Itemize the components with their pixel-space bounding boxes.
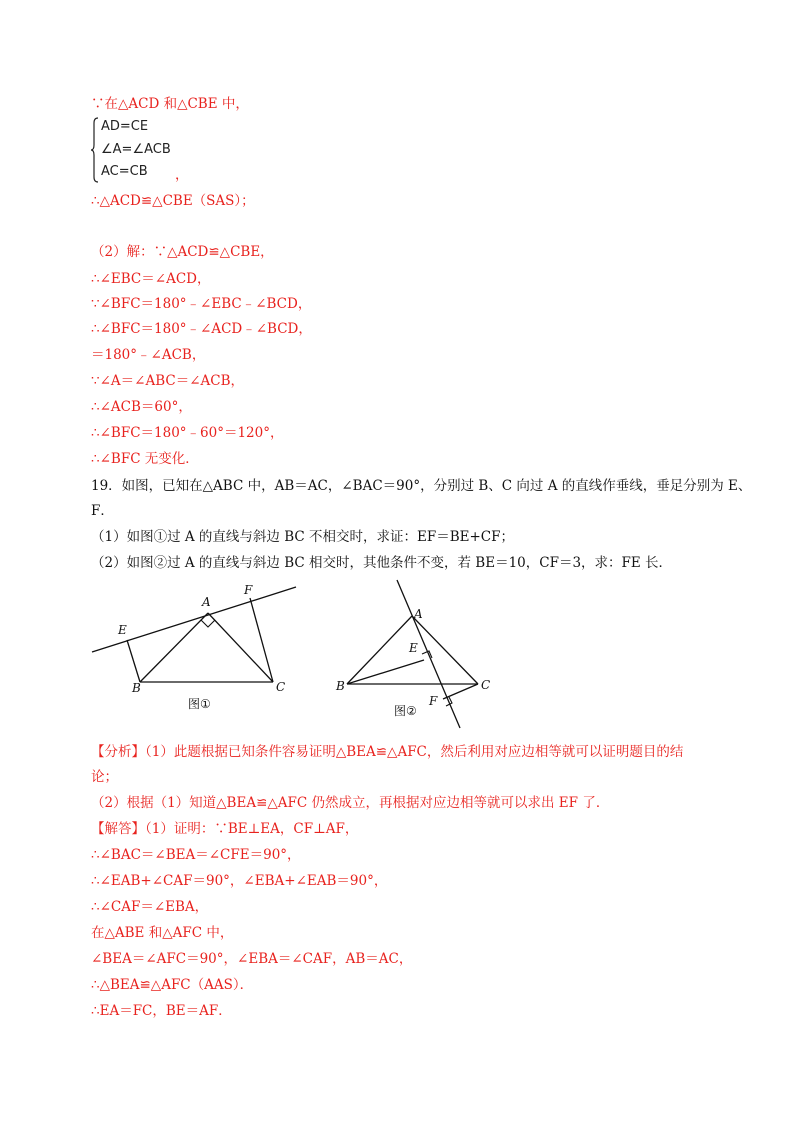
- equation-system: [91, 117, 211, 183]
- figure-2-label-a: A: [414, 607, 423, 621]
- analysis-part2: （2）根据（1）知道△BEA≌△AFC 仍然成立，再根据对应边相等就可以求出 EF 了．: [91, 795, 610, 811]
- figure-1-label-a: A: [202, 595, 211, 609]
- figure-2-label-b: B: [336, 679, 345, 693]
- figure-1-caption: 图①: [188, 697, 211, 711]
- question-19-part2: （2）如图②过 A 的直线与斜边 BC 相交时，其他条件不变，若 BE＝10，CF＝3，求：FE 长．: [91, 555, 673, 571]
- question-19-part1: （1）如图①过 A 的直线与斜边 BC 不相交时，求证：EF＝BE+CF；: [91, 529, 515, 545]
- figure-1-label-f: F: [244, 583, 253, 597]
- solution-line-9: ∴∠BFC＝180°﹣60°＝120°，: [91, 425, 284, 441]
- solution-line-7: ∵∠A＝∠ABC＝∠ACB，: [91, 373, 245, 389]
- analysis-part1: 【分析】（1）此题根据已知条件容易证明△BEA≌△AFC，然后利用对应边相等就可以证明题目的结: [91, 744, 684, 760]
- system-row-2: ∠A=∠ACB: [101, 142, 171, 157]
- answer-step-3: ∴∠EAB+∠CAF＝90°，∠EBA+∠EAB＝90°，: [91, 873, 388, 889]
- figure-2-label-c: C: [481, 678, 491, 692]
- figure-2-label-e: E: [409, 641, 418, 655]
- answer-step-8: ∴EA＝FC，BE＝AF．: [91, 1003, 232, 1019]
- answer-step-7: ∴△BEA≌△AFC（AAS）．: [91, 977, 254, 993]
- answer-step-1: 【解答】（1）证明：∵BE⊥EA，CF⊥AF，: [91, 821, 359, 837]
- answer-step-5: 在△ABE 和△AFC 中，: [91, 925, 234, 941]
- system-row-1: AD=CE: [101, 119, 149, 134]
- solution-line-8: ∴∠ACB＝60°，: [91, 399, 192, 415]
- answer-step-6: ∠BEA＝∠AFC＝90°，∠EBA＝∠CAF，AB＝AC，: [91, 951, 413, 967]
- solution-line-6: ＝180°﹣∠ACB，: [91, 347, 206, 363]
- question-19-line2: F．: [91, 503, 114, 519]
- figure-1-line-through-a: [92, 587, 296, 652]
- analysis-part1-cont: 论；: [91, 769, 118, 785]
- figure-1-label-b: B: [132, 681, 141, 695]
- figure-1-side-ab: [140, 613, 208, 682]
- figure-1-right-angle-mark: [201, 620, 215, 627]
- figure-2-side-ac: [412, 616, 478, 684]
- solution-line-3: ∴∠EBC＝∠ACD，: [91, 271, 211, 287]
- answer-step-2: ∴∠BAC＝∠BEA＝∠CFE＝90°，: [91, 847, 301, 863]
- figure-2-label-f: F: [429, 694, 438, 708]
- system-row-3: AC=CB: [101, 164, 148, 179]
- figure-2-diagram: [330, 578, 505, 738]
- solution-line-part2-start: （2）解：∵△ACD≌△CBE，: [91, 244, 274, 260]
- figure-1-be: [127, 640, 140, 682]
- figure-1-label-c: C: [276, 680, 286, 694]
- question-19-line1: 19．如图，已知在△ABC 中，AB＝AC，∠BAC＝90°，分别过 B、C 向过 A 的直线作垂线，垂足分别为 E、: [91, 478, 752, 494]
- left-brace-icon: [91, 117, 99, 183]
- figure-2-right-angle-mark-e: [422, 651, 432, 658]
- system-trailing-comma: ，: [175, 167, 189, 183]
- solution-line-10: ∴∠BFC 无变化．: [91, 451, 199, 467]
- solution-line-congruent: ∴△ACD≌△CBE（SAS）；: [91, 193, 255, 209]
- figure-1-label-e: E: [118, 623, 127, 637]
- solution-line-4: ∵∠BFC＝180°﹣∠EBC﹣∠BCD，: [91, 296, 312, 312]
- answer-step-4: ∴∠CAF＝∠EBA，: [91, 899, 209, 915]
- figure-1-diagram: [88, 580, 303, 720]
- solution-line-intro: ∵在△ACD 和△CBE 中，: [91, 96, 249, 112]
- figure-2-cf: [443, 684, 478, 699]
- figure-2-caption: 图②: [394, 704, 417, 718]
- solution-line-5: ∴∠BFC＝180°﹣∠ACD﹣∠BCD，: [91, 321, 312, 337]
